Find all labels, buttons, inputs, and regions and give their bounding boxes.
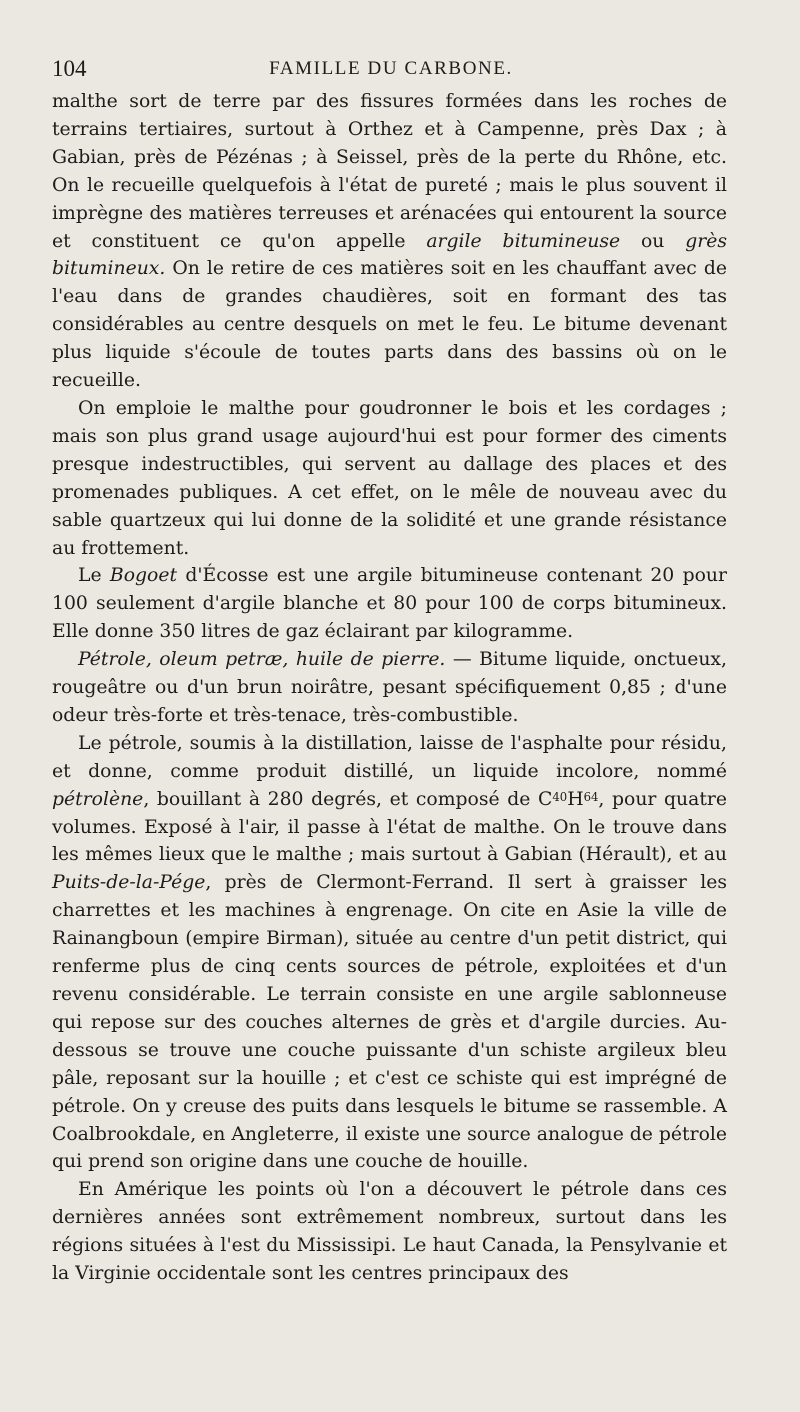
paragraph <box>52 88 727 395</box>
paragraph <box>52 730 727 1177</box>
italic-term: Pétrole, oleum petræ, huile de pierre. <box>78 649 446 671</box>
paragraph <box>52 1176 727 1288</box>
body-text <box>52 88 727 1288</box>
italic-term: argile bitumineuse <box>426 230 621 252</box>
paragraph <box>52 646 727 730</box>
text-run: — Bitume liquide, onctueux, rougeâtre ou d'un brun noirâtre, pesant spécifiquement 0,85 ; d'une odeur très-forte et très-tenace, très-combustible. <box>52 649 727 726</box>
text-run: , près de Clermont-Ferrand. Il sert à graisser les charrettes et les machines à engrenage. On cite en Asie la ville de Rainangboun (empire Birman), située au centre d'un petit district, qui renferme plus de cinq cents sources de pétrole, exploitées et d'un revenu considérable. Le terrain consiste en une argile sablonneuse qui repose sur des couches alternes de grès et d'argile durcies. Au-dessous se trouve une couche puissante d'un schiste argileux bleu pâle, reposant sur la houille ; et c'est ce schiste qui est imprégné de pétrole. On y creuse des puits dans lesquels le bitume se rassemble. A Coalbrookdale, en Angleterre, il existe une source analogue de pétrole qui prend son origine dans une couche de houille. <box>52 872 727 1173</box>
italic-term: Bogoet <box>109 565 178 587</box>
superscript: 64 <box>583 789 599 804</box>
italic-term: pétrolène <box>52 788 144 810</box>
text-run: En Amérique les points où l'on a découvert le pétrole dans ces dernières années sont extrêmement nombreux, surtout dans les régions situées à l'est du Mississipi. Le haut Canada, la Pensylvanie et la Virginie occidentale sont les centres principaux des <box>52 1179 727 1285</box>
text-run: On le retire de ces matières soit en les chauffant avec de l'eau dans de grandes chaudières, soit en formant des tas considérables au centre desquels on met le feu. Le bitume devenant plus liquide s'écoule de toutes parts dans des bassins où on le recueille. <box>52 258 727 392</box>
text-run: H <box>567 788 584 810</box>
paragraph <box>52 395 727 562</box>
running-title: FAMILLE DU CARBONE. <box>269 58 513 79</box>
superscript: 40 <box>552 789 568 804</box>
paragraph <box>52 562 727 646</box>
text-run: On emploie le malthe pour goudronner le bois et les cordages ; mais son plus grand usage aujourd'hui est pour former des ciments presque indestructibles, qui servent au dallage des places et des promenades publiques. A cet effet, on le mêle de nouveau avec du sable quartzeux qui lui donne de la solidité et une grande résistance au frottement. <box>52 397 727 559</box>
text-run: , pour quatre volumes. Exposé à l'air, il passe à l'état de malthe. On le trouve dans les mêmes lieux que le malthe ; mais surtout à Gabian (Hérault), et au <box>52 788 727 866</box>
text-run: ou <box>620 230 686 252</box>
page-header <box>52 56 730 82</box>
text-run: d'Écosse est une argile bitumineuse contenant 20 pour 100 seulement d'argile blanche et 80 pour 100 de corps bitumineux. Elle donne 350 litres de gaz éclairant par kilogramme. <box>52 565 727 643</box>
text-run: Le pétrole, soumis à la distillation, laisse de l'asphalte pour résidu, et donne, comme produit distillé, un liquide incolore, nommé <box>52 732 727 782</box>
page-number: 104 <box>52 56 87 81</box>
text-run: , bouillant à 280 degrés, et composé de C <box>143 788 553 810</box>
italic-term: grès bitumineux. <box>52 230 728 280</box>
text-run: malthe sort de terre par des fissures formées dans les roches de terrains tertiaires, surtout à Orthez et à Campenne, près Dax ; à Gabian, près de Pézénas ; à Seissel, près de la perte du Rhône, etc. On le recueille quelquefois à l'état de pureté ; mais le plus souvent il imprègne des matières terreuses et arénacées qui entourent la source et constituent ce qu'on appelle <box>52 91 727 252</box>
italic-term: Puits-de-la-Pége <box>52 872 206 894</box>
text-run: Le <box>78 565 110 587</box>
